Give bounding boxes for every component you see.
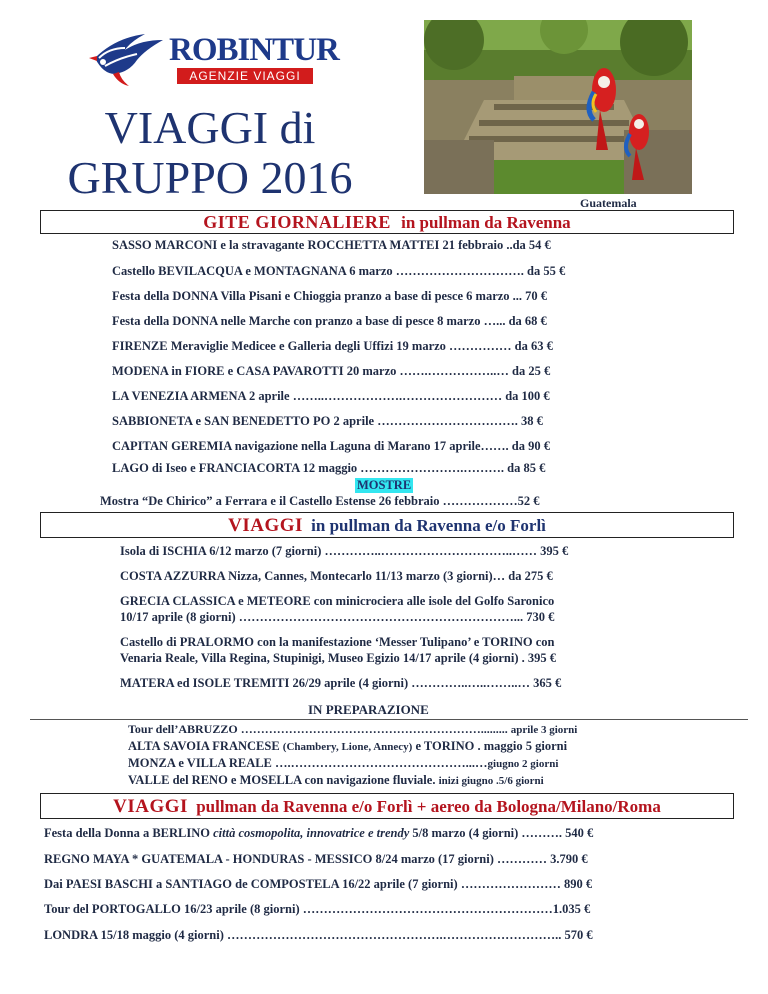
- list-item: LAGO di Iseo e FRANCIACORTA 12 maggio …………………….………. da 85 €: [112, 461, 546, 475]
- list-item: VALLE del RENO e MOSELLA con navigazione fluviale. inizi giugno .5/6 giorni: [128, 773, 544, 787]
- list-item: MONZA e VILLA REALE ….……………………………………...…giugno 2 giorni: [128, 756, 559, 770]
- list-item: REGNO MAYA * GUATEMALA - HONDURAS - MESSICO 8/24 marzo (17 giorni) ………… 3.790 €: [44, 852, 588, 866]
- list-item: LA VENEZIA ARMENA 2 aprile ……..……………….…………………… da 100 €: [112, 389, 550, 403]
- guatemala-photo: [424, 20, 692, 194]
- mostre-badge: MOSTRE: [357, 478, 412, 492]
- preparazione-heading: IN PREPARAZIONE: [308, 702, 429, 717]
- viaggi-heading-box: [40, 512, 734, 538]
- list-item: GRECIA CLASSICA e METEORE con minicrociera alle isole del Golfo Saronico: [120, 594, 555, 608]
- list-item: SASSO MARCONI e la stravagante ROCCHETTA MATTEI 21 febbraio ..da 54 €: [112, 238, 551, 252]
- list-item: ALTA SAVOIA FRANCESE (Chambery, Lione, Annecy) e TORINO . maggio 5 giorni: [128, 739, 568, 753]
- bird-logo-icon: [85, 28, 175, 90]
- list-item: MATERA ed ISOLE TREMITI 26/29 aprile (4 giorni) …………..…..……..… 365 €: [120, 676, 562, 690]
- list-item: Tour dell’ABRUZZO ……………………………………………………......... aprile 3 giorni: [128, 722, 578, 736]
- photo-caption: Guatemala: [580, 196, 637, 210]
- brand-name: ROBINTUR: [169, 32, 339, 68]
- list-item: LONDRA 15/18 maggio (4 giorni) …………………………………………….……………………….. 570 €: [44, 928, 593, 942]
- viaggi-aereo-heading: VIAGGI: [113, 796, 188, 817]
- brand-logo: [85, 28, 339, 90]
- viaggi-heading-suffix: in pullman da Ravenna e/o Forlì: [311, 516, 546, 535]
- list-item: MODENA in FIORE e CASA PAVAROTTI 20 marzo …….……………..… da 25 €: [112, 364, 551, 378]
- page-title-line1: VIAGGI di: [104, 102, 316, 153]
- page-title-line2: GRUPPO 2016: [67, 152, 353, 203]
- brand-subtitle: AGENZIE VIAGGI: [177, 68, 313, 84]
- list-item: Festa della Donna a BERLINO città cosmopolita, innovatrice e trendy 5/8 marzo (4 giorni) ………. 540 €: [44, 826, 594, 840]
- list-item: CAPITAN GEREMIA navigazione nella Laguna di Marano 17 aprile……. da 90 €: [112, 439, 550, 453]
- gite-heading-box: [40, 210, 734, 234]
- viaggi-aereo-heading-suffix: pullman da Ravenna e/o Forlì + aereo da Bologna/Milano/Roma: [196, 797, 661, 816]
- list-item: Isola di ISCHIA 6/12 marzo (7 giorni) …………..…………………………..…… 395 €: [120, 544, 569, 558]
- list-item: Festa della DONNA nelle Marche con pranzo a base di pesce 8 marzo …... da 68 €: [112, 314, 547, 328]
- gite-heading: GITE GIORNALIERE: [203, 212, 391, 232]
- viaggi-heading: VIAGGI: [228, 515, 303, 536]
- list-item: Castello BEVILACQUA e MONTAGNANA 6 marzo …………………………. da 55 €: [112, 264, 566, 278]
- list-item: Festa della DONNA Villa Pisani e Chioggia pranzo a base di pesce 6 marzo ... 70 €: [112, 289, 548, 303]
- list-item: Mostra “De Chirico” a Ferrara e il Castello Estense 26 febbraio ………………52 €: [100, 494, 540, 508]
- list-item: FIRENZE Meraviglie Medicee e Galleria degli Uffizi 19 marzo …………… da 63 €: [112, 339, 553, 353]
- list-item: SABBIONETA e SAN BENEDETTO PO 2 aprile ……………………………. 38 €: [112, 414, 543, 428]
- viaggi-aereo-heading-box: [40, 793, 734, 819]
- gite-heading-suffix: in pullman da Ravenna: [401, 213, 571, 232]
- list-item: Tour del PORTOGALLO 16/23 aprile (8 giorni) ……………………………………………………1.035 €: [44, 902, 591, 916]
- list-item: 10/17 aprile (8 giorni) …………………………………………………………... 730 €: [120, 610, 555, 624]
- list-item: Castello di PRALORMO con la manifestazione ‘Messer Tulipano’ e TORINO con: [120, 635, 555, 649]
- list-item: COSTA AZZURRA Nizza, Cannes, Montecarlo 11/13 marzo (3 giorni)… da 275 €: [120, 569, 553, 583]
- divider: [30, 719, 748, 720]
- list-item: Venaria Reale, Villa Regina, Stupinigi, Museo Egizio 14/17 aprile (4 giorni) . 395 €: [120, 651, 556, 665]
- list-item: Dai PAESI BASCHI a SANTIAGO de COMPOSTELA 16/22 aprile (7 giorni) …………………… 890 €: [44, 877, 593, 891]
